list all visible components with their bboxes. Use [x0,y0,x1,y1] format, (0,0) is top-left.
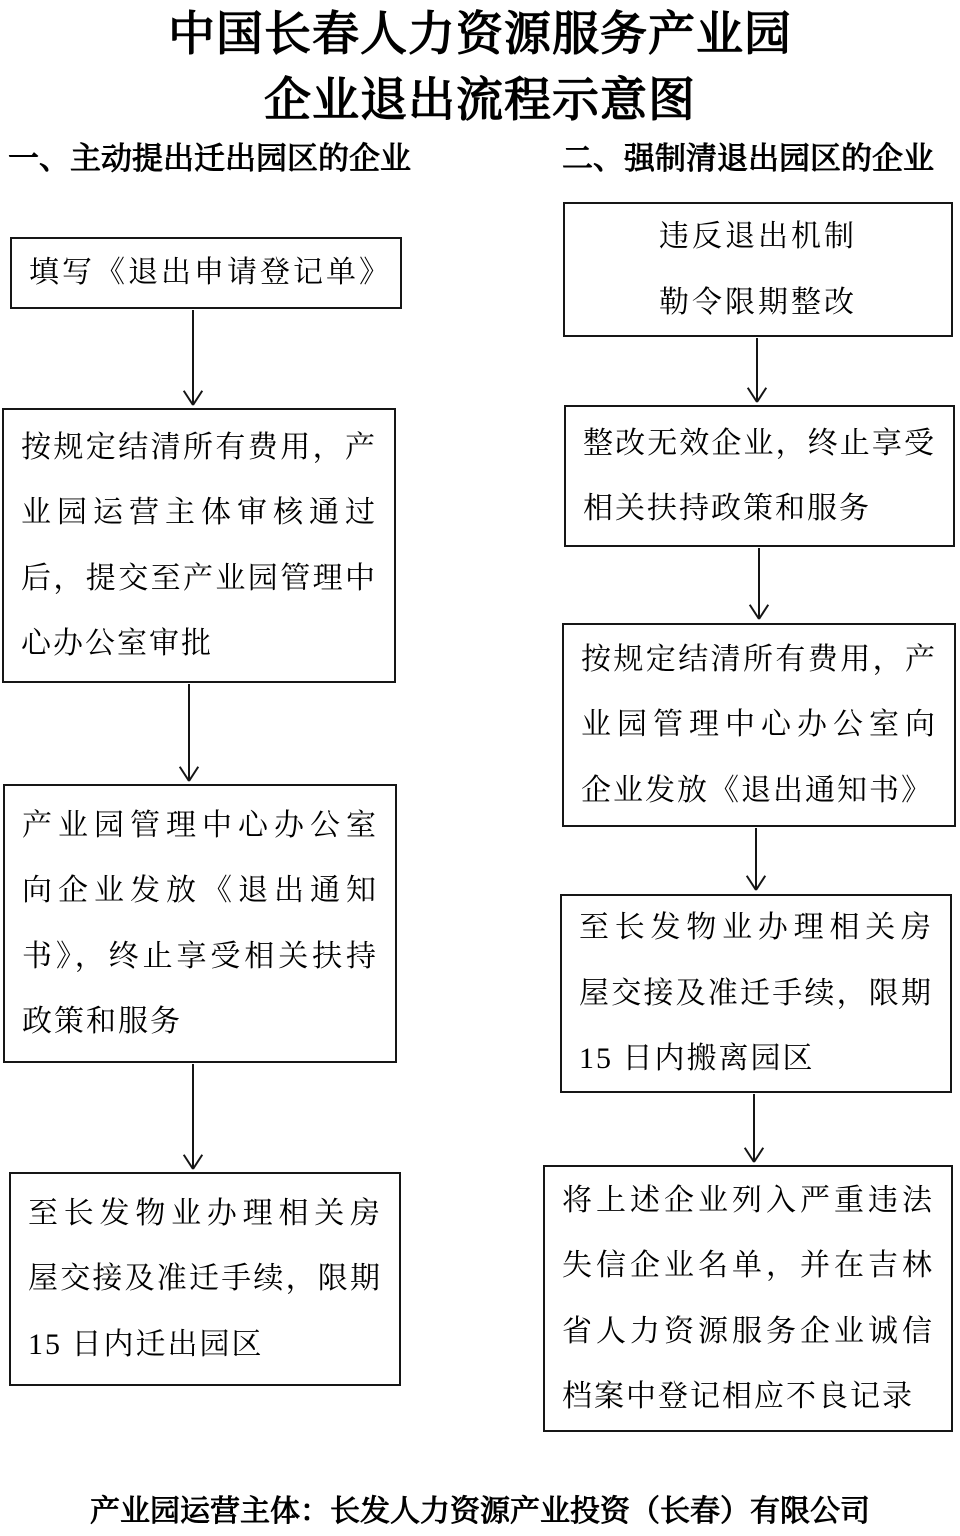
flow-box-violation-rectification-order [563,202,953,337]
arrow-shaft [192,310,194,404]
box-text-line: 向企业发放《退出通知 [22,874,378,907]
arrow-shaft [756,338,758,401]
flow-box-settle-fees-exit-notice [562,623,956,827]
diagram-title [0,2,960,134]
flow-box-exit-application-form [10,237,402,309]
flow-box-dishonesty-blacklist-record [543,1165,953,1432]
box-text-line: 至长发物业办理相关房 [28,1196,382,1230]
box-text-line: 填写《退出申请登记单》 [29,256,392,290]
box-text-line: 档案中登记相应不良记录 [562,1380,914,1413]
box-text-line: 违反退出机制 [659,220,857,253]
arrow-shaft [188,684,190,780]
title-line-1: 中国长春人力资源服务产业园 [168,9,792,61]
down-arrow-icon [747,548,771,621]
flow-box-settle-fees-and-approval [2,408,396,683]
box-text-line: 勒令限期整改 [659,285,857,319]
box-text-line: 至长发物业办理相关房 [579,911,933,945]
down-arrow-icon [181,1064,205,1171]
arrow-shaft [192,1064,194,1168]
flow-box-property-handover-moveout [9,1172,401,1386]
box-text-line: 业园管理中心办公室向 [581,708,937,742]
section-header-forced-exit: 二、强制清退出园区的企业 [562,141,934,176]
arrow-shaft [753,1094,755,1161]
title-line-2: 企业退出流程示意图 [264,75,696,127]
box-text-line: 相关扶持政策和服务 [583,492,871,525]
box-text-line: 按规定结清所有费用，产 [581,642,937,676]
box-text-line: 后，提交至产业园管理中 [21,561,377,595]
flow-box-exit-notice-issued [3,784,397,1063]
park-operator-footer: 产业园运营主体：长发人力资源产业投资（长春）有限公司 [90,1495,870,1528]
down-arrow-icon [745,338,769,404]
box-text-line: 省人力资源服务企业诚信 [562,1314,934,1348]
down-arrow-icon [177,684,201,783]
box-text-line: 政策和服务 [22,1005,182,1038]
box-text-line: 心办公室审批 [21,627,213,660]
box-text-line: 屋交接及准迁手续，限期 [579,976,933,1010]
box-text-line: 将上述企业列入严重违法 [562,1183,934,1217]
box-text-line: 屋交接及准迁手续，限期 [28,1262,382,1296]
down-arrow-icon [744,828,768,892]
down-arrow-icon [181,310,205,407]
box-text-line: 失信企业名单，并在吉林 [562,1249,934,1282]
arrow-shaft [758,548,760,618]
box-text-line: 产业园管理中心办公室 [22,808,378,842]
section-header-voluntary-exit: 一、主动提出迁出园区的企业 [8,141,411,176]
box-text-line: 书》，终止享受相关扶持 [22,939,378,973]
box-text-line: 按规定结清所有费用，产 [21,430,377,464]
down-arrow-icon [742,1094,766,1164]
arrow-shaft [755,828,757,889]
box-text-line: 整改无效企业，终止享受 [583,426,936,460]
box-text-line: 15 日内迁出园区 [28,1327,264,1361]
box-text-line: 15 日内搬离园区 [579,1042,815,1076]
flow-box-rectification-invalid [564,405,955,547]
flow-box-property-handover-forced [560,894,952,1093]
box-text-line: 业园运营主体审核通过 [21,496,377,529]
box-text-line: 企业发放《退出通知书》 [581,773,933,807]
